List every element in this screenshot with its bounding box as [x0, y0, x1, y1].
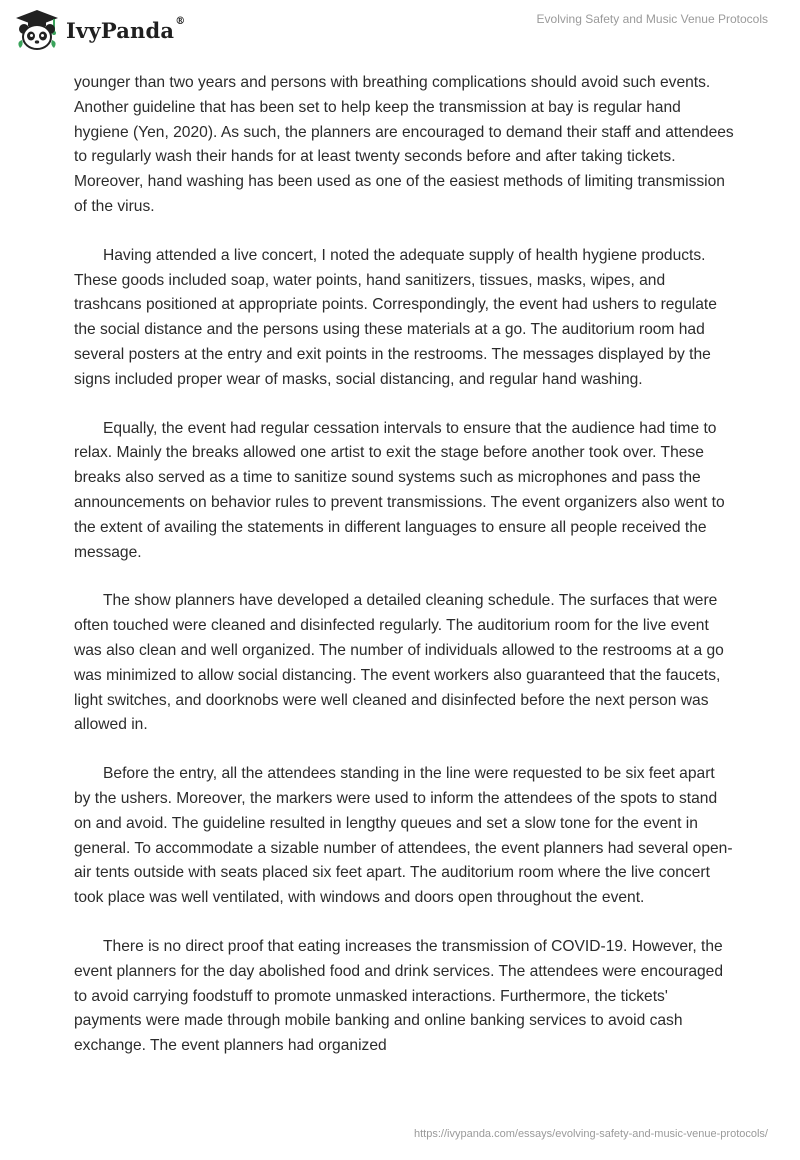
page-header: [0, 0, 800, 66]
paragraph: Equally, the event had regular cessation intervals to ensure that the audience had time to relax. Mainly the breaks allowed one artist to exit the stage before another took over. These breaks also served as a time to sanitize sound systems such as microphones and pass the announcements on behavior rules to prevent transmissions. The event organizers also went to the extent of availing the statements in different languages to ensure all people received the message.: [74, 419, 725, 561]
document-title: Evolving Safety and Music Venue Protocols: [536, 12, 768, 26]
paragraph: The show planners have developed a detailed cleaning schedule. The surfaces that were often touched were cleaned and disinfected regularly. The auditorium room for the live event was also clean and well organized. The number of individuals allowed to the restrooms at a go was minimized to allow social distancing. The event workers also guaranteed that the faucets, light switches, and doorknobs were well cleaned and disinfected before the next person was allowed in.: [74, 592, 724, 734]
source-url[interactable]: https://ivypanda.com/essays/evolving-safety-and-music-venue-protocols/: [414, 1128, 768, 1140]
panda-graduate-icon: [14, 8, 60, 52]
paragraph: There is no direct proof that eating increases the transmission of COVID-19. However, the event planners for the day abolished food and drink services. The attendees were encouraged to avoid carrying foodstuff to promote unmasked interactions. Furthermore, the tickets' payments were made through mobile banking and online banking services to avoid cash exchange. The event planners had organized: [74, 937, 724, 1055]
paragraph: Before the entry, all the attendees standing in the line were requested to be six feet apart by the ushers. Moreover, the markers were used to inform the attendees of the spots to stand on and avoid. The guideline resulted in lengthy queues and set a slow tone for the event in general. To accommodate a sizable number of attendees, the event planners had several open-air tents outside with seats placed six feet apart. The auditorium room where the live concert took place was well ventilated, with windows and doors open throughout the event.: [74, 765, 733, 907]
essay-body: [74, 71, 734, 1083]
brand-name: IvyPanda®: [66, 15, 186, 43]
paragraph: Having attended a live concert, I noted the adequate supply of health hygiene products. These goods included soap, water points, hand sanitizers, tissues, masks, wipes, and trashcans positioned at appropriate points. Correspondingly, the event had ushers to regulate the social distance and the persons using these materials at a go. The auditorium room had several posters at the entry and exit points in the restrooms. The messages displayed by the signs included proper wear of masks, social distancing, and regular hand washing.: [74, 246, 717, 388]
paragraph: younger than two years and persons with breathing complications should avoid such events. Another guideline that has been set to help keep the transmission at bay is regular hand hygiene (Yen, 2020). As such, the planners are encouraged to demand their staff and attendees to regularly wash their hands for at least twenty seconds before and after taking tickets. Moreover, hand washing has been used as one of the easiest methods of limiting transmission of the virus.: [74, 74, 734, 215]
brand-logo[interactable]: [14, 8, 185, 52]
